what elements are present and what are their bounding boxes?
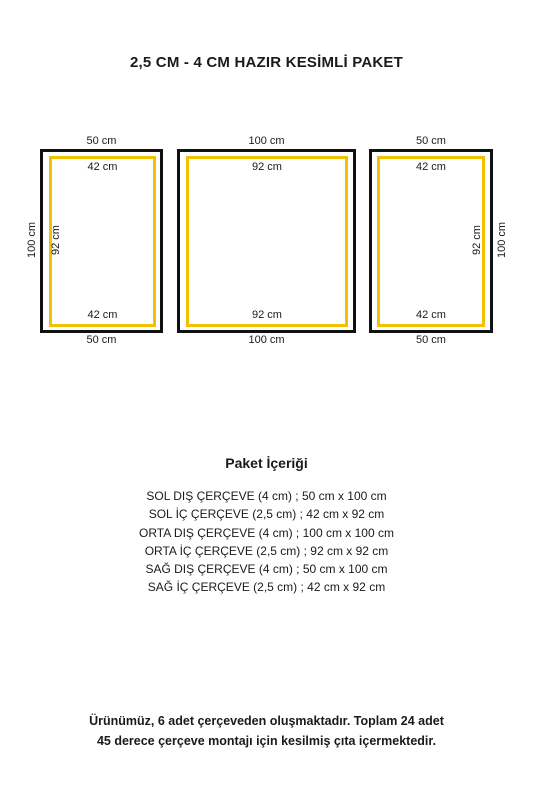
- right-inner-frame: [377, 156, 485, 327]
- left-outer-top-dimension: 50 cm: [86, 135, 117, 147]
- product-note-line-2: 45 derece çerçeve montajı için kesilmiş çıta içermektedir.: [96, 734, 437, 748]
- middle-inner-top-dimension: 92 cm: [252, 161, 282, 173]
- right-inner-top-dimension: 42 cm: [416, 161, 446, 173]
- package-heading: Paket İçeriği: [225, 455, 308, 471]
- right-inner-bottom-dimension: 42 cm: [416, 309, 446, 321]
- left-inner-side-dimension: 92 cm: [50, 225, 62, 255]
- right-outer-bottom-dimension: 50 cm: [416, 334, 446, 346]
- left-inner-top-dimension: 42 cm: [87, 161, 118, 173]
- product-note-line-1: Ürünümüz, 6 adet çerçeveden oluşmaktadır. Toplam 24 adet: [89, 714, 444, 728]
- left-inner-frame: [49, 156, 156, 327]
- right-outer-top-dimension: 50 cm: [416, 135, 446, 147]
- package-item: SOL İÇ ÇERÇEVE (2,5 cm) ; 42 cm x 92 cm: [148, 507, 385, 522]
- package-item: SAĞ DIŞ ÇERÇEVE (4 cm) ; 50 cm x 100 cm: [145, 562, 388, 577]
- middle-inner-frame: [186, 156, 348, 327]
- left-outer-bottom-dimension: 50 cm: [86, 334, 117, 346]
- middle-outer-bottom-dimension: 100 cm: [248, 334, 285, 346]
- package-contents-list: [0, 487, 533, 597]
- package-item: ORTA DIŞ ÇERÇEVE (4 cm) ; 100 cm x 100 cm: [139, 525, 394, 540]
- page-title: 2,5 CM - 4 CM HAZIR KESİMLİ PAKET: [129, 54, 403, 71]
- right-inner-side-dimension: 92 cm: [471, 225, 483, 255]
- middle-outer-top-dimension: 100 cm: [248, 135, 285, 147]
- package-item: SAĞ İÇ ÇERÇEVE (2,5 cm) ; 42 cm x 92 cm: [147, 580, 386, 595]
- middle-inner-bottom-dimension: 92 cm: [252, 309, 282, 321]
- product-note: [0, 711, 533, 751]
- package-item: ORTA İÇ ÇERÇEVE (2,5 cm) ; 92 cm x 92 cm: [144, 543, 389, 558]
- right-outer-side-dimension: 100 cm: [496, 221, 508, 259]
- package-item: SOL DIŞ ÇERÇEVE (4 cm) ; 50 cm x 100 cm: [146, 489, 387, 503]
- left-outer-side-dimension: 100 cm: [26, 221, 38, 259]
- left-inner-bottom-dimension: 42 cm: [87, 309, 118, 321]
